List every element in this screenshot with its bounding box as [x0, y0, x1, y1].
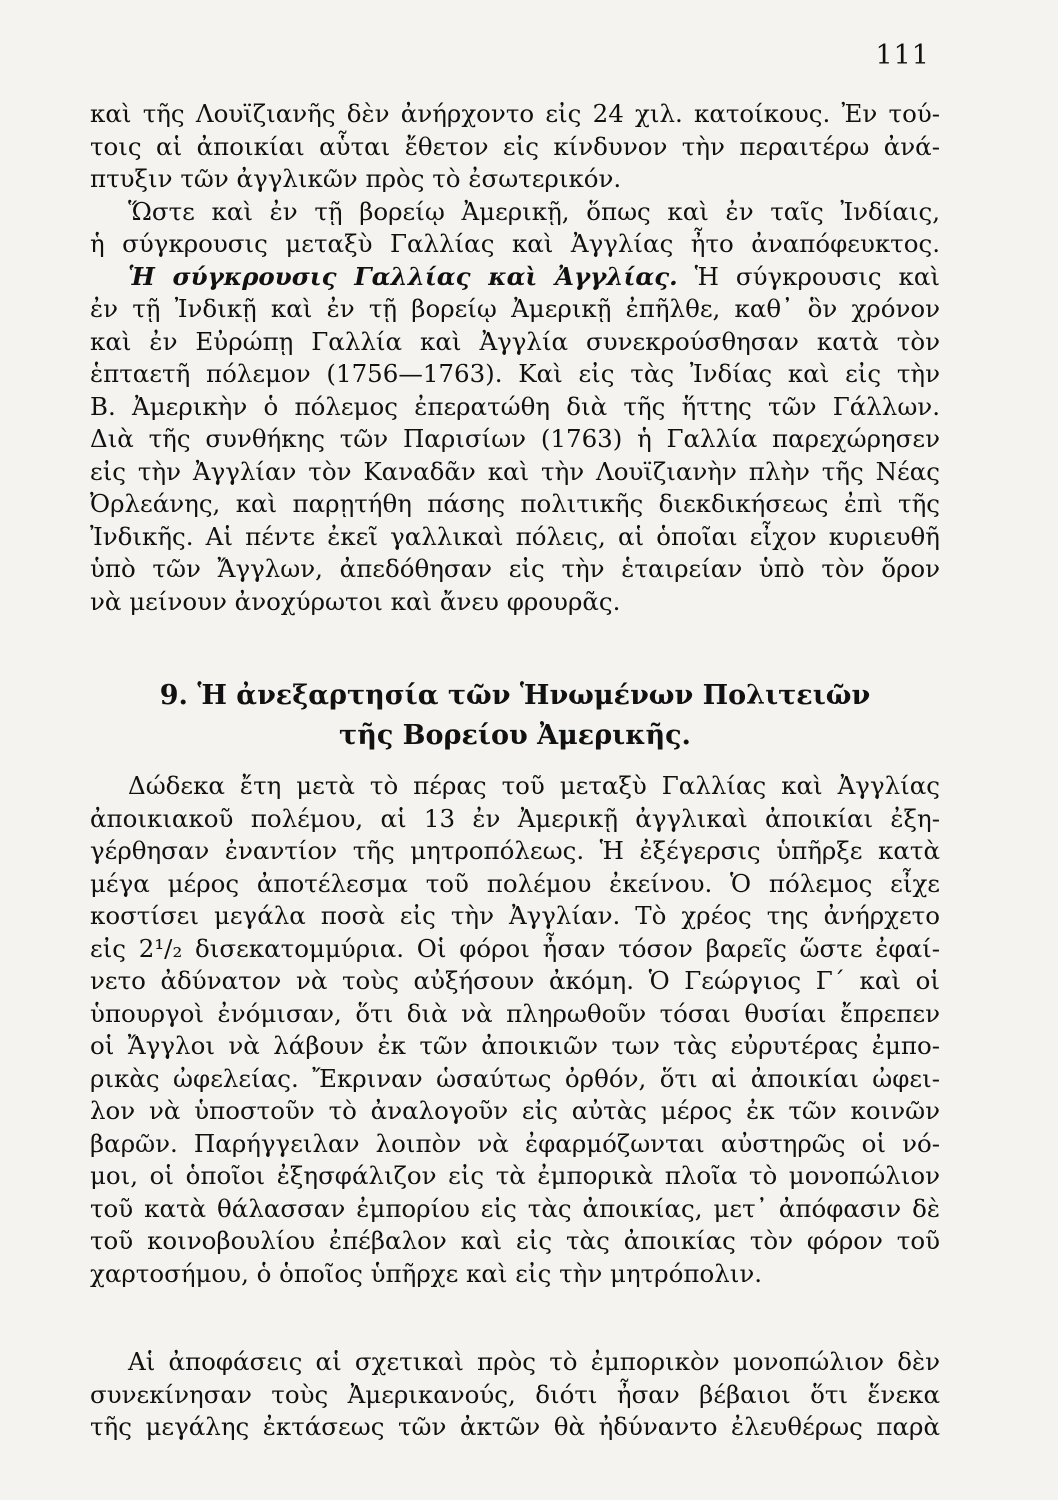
text-line: ρικὰς ὠφελείας. Ἔκριναν ὡσαύτως ὀρθόν, ὅτι αἱ ἀποικίαι ὠφει-: [90, 1063, 940, 1093]
text-line: τοῦ κοινοβουλίου ἐπέβαλον καὶ εἰς τὰς ἀποικίας τὸν φόρον τοῦ: [90, 1226, 940, 1255]
text-line: ἐν τῇ Ἰνδικῇ καὶ ἐν τῇ βορείῳ Ἀμερικῇ ἐπῆλθε, καθ᾽ ὃν χρόνον: [90, 294, 940, 323]
text-line: Ὥστε καὶ ἐν τῇ βορείῳ Ἀμερικῇ, ὅπως καὶ ἐν ταῖς Ἰνδίαις,: [128, 196, 940, 226]
text-line: πτυξιν τῶν ἀγγλικῶν πρὸς τὸ ἐσωτερικόν.: [90, 164, 622, 193]
text-line: καὶ ἐν Εὐρώπῃ Γαλλία καὶ Ἀγγλία συνεκρούσθησαν κατὰ τὸν: [90, 326, 940, 356]
text-line: βαρῶν. Παρήγγειλαν λοιπὸν νὰ ἐφαρμόζωνται αὐστηρῶς οἱ νό-: [90, 1128, 940, 1158]
section-heading-line2: τῆς Βορείου Ἀμερικῆς.: [339, 720, 691, 751]
text-line: οἱ Ἄγγλοι νὰ λάβουν ἐκ τῶν ἀποικιῶν των τὰς εὐρυτέρας ἐμπο-: [90, 1031, 940, 1060]
text-line: συνεκίνησαν τοὺς Ἀμερικανούς, διότι ἦσαν βέβαιοι ὅτι ἕνεκα: [90, 1379, 940, 1409]
text-line: χαρτοσήμου, ὁ ὁποῖος ὑπῆρχε καὶ εἰς τὴν μητρόπολιν.: [90, 1258, 763, 1288]
text-line: εἰς 2¹/₂ δισεκατομμύρια. Οἱ φόροι ἦσαν τόσον βαρεῖς ὥστε ἐφαί-: [90, 933, 940, 963]
section-text-part2: [90, 770, 940, 1290]
text-line: τοῦ κατὰ θάλασσαν ἐμπορίου εἰς τὰς ἀποικίας, μετ᾽ ἀπόφασιν δὲ: [90, 1193, 940, 1223]
page-number: 111: [875, 40, 930, 71]
section-text-part1: [90, 98, 940, 618]
text-line: Διὰ τῆς συνθήκης τῶν Παρισίων (1763) ἡ Γαλλία παρεχώρησεν: [90, 424, 940, 453]
text-line: μέγα μέρος ἀποτέλεσμα τοῦ πολέμου ἐκείνου. Ὁ πόλεμος εἶχε: [90, 868, 940, 898]
text-line: ἑπταετῆ πόλεμον (1756—1763). Καὶ εἰς τὰς Ἰνδίας καὶ εἰς τὴν: [90, 359, 940, 388]
text-line: νὰ μείνουν ἀνοχύρωτοι καὶ ἄνευ φρουρᾶς.: [90, 586, 621, 616]
text-line: Αἱ ἀποφάσεις αἱ σχετικαὶ πρὸς τὸ ἐμπορικὸν μονοπώλιον δὲν: [128, 1347, 940, 1376]
text-line: εἰς τὴν Ἀγγλίαν τὸν Καναδᾶν καὶ τὴν Λουϊζιανὴν πλὴν τῆς Νέας: [90, 456, 940, 486]
section-text-part3: [90, 1346, 940, 1444]
text-line: ἡ σύγκρουσις μεταξὺ Γαλλίας καὶ Ἀγγλίας ἦτο ἀναπόφευκτος.: [90, 229, 940, 258]
subheading-line: [90, 261, 940, 294]
text-line: ὑπουργοὶ ἐνόμισαν, ὅτι διὰ νὰ πληρωθοῦν τόσαι θυσίαι ἔπρεπεν: [90, 998, 940, 1028]
text-line: λον νὰ ὑποστοῦν τὸ ἀναλογοῦν εἰς αὐτὰς μέρος ἐκ τῶν κοινῶν: [90, 1096, 940, 1125]
text-line: ὑπὸ τῶν Ἄγγλων, ἀπεδόθησαν εἰς τὴν ἑταιρείαν ὑπὸ τὸν ὅρον: [90, 554, 940, 583]
text-line: Β. Ἀμερικὴν ὁ πόλεμος ἐπερατώθη διὰ τῆς ἥττης τῶν Γάλλων.: [90, 391, 940, 421]
text-line: ἀποικιακοῦ πολέμου, αἱ 13 ἐν Ἀμερικῇ ἀγγλικαὶ ἀποικίαι ἐξη-: [90, 803, 940, 833]
text-line: καὶ τῆς Λουϊζιανῆς δὲν ἀνήρχοντο εἰς 24 χιλ. κατοίκους. Ἐν τού-: [90, 99, 940, 128]
text-line: Ὀρλεάνης, καὶ παρῃτήθη πάσης πολιτικῆς διεκδικήσεως ἐπὶ τῆς: [90, 489, 940, 518]
text-line: γέρθησαν ἐναντίον τῆς μητροπόλεως. Ἡ ἐξέγερσις ὑπῆρξε κατὰ: [90, 836, 940, 865]
subheading-continuation: Ἡ σύγκρουσις καὶ: [694, 261, 940, 291]
text-line: Ἰνδικῆς. Αἱ πέντε ἐκεῖ γαλλικαὶ πόλεις, αἱ ὁποῖαι εἶχον κυριευθῆ: [90, 521, 940, 551]
text-line: μοι, οἱ ὁποῖοι ἐξησφάλιζον εἰς τὰ ἐμπορικὰ πλοῖα τὸ μονοπώλιον: [90, 1161, 940, 1190]
section-heading-line1: 9. Ἡ ἀνεξαρτησία τῶν Ἡνωμένων Πολιτειῶν: [159, 680, 871, 711]
text-line: Δώδεκα ἔτη μετὰ τὸ πέρας τοῦ μεταξὺ Γαλλίας καὶ Ἀγγλίας: [128, 771, 940, 800]
text-line: τῆς μεγάλης ἐκτάσεως τῶν ἀκτῶν θὰ ἠδύναντο ἐλευθέρως παρὰ: [90, 1412, 940, 1441]
text-line: νετο ἀδύνατον νὰ τοὺς αὐξήσουν ἀκόμη. Ὁ Γεώργιος Γ΄ καὶ οἱ: [90, 966, 940, 995]
text-line: κοστίσει μεγάλα ποσὰ εἰς τὴν Ἀγγλίαν. Τὸ χρέος της ἀνήρχετο: [90, 901, 940, 930]
text-line: τοις αἱ ἀποικίαι αὗται ἔθετον εἰς κίνδυνον τὴν περαιτέρω ἀνά-: [90, 131, 940, 161]
inline-subheading: Ἡ σύγκρουσις Γαλλίας καὶ Ἀγγλίας.: [128, 261, 678, 291]
